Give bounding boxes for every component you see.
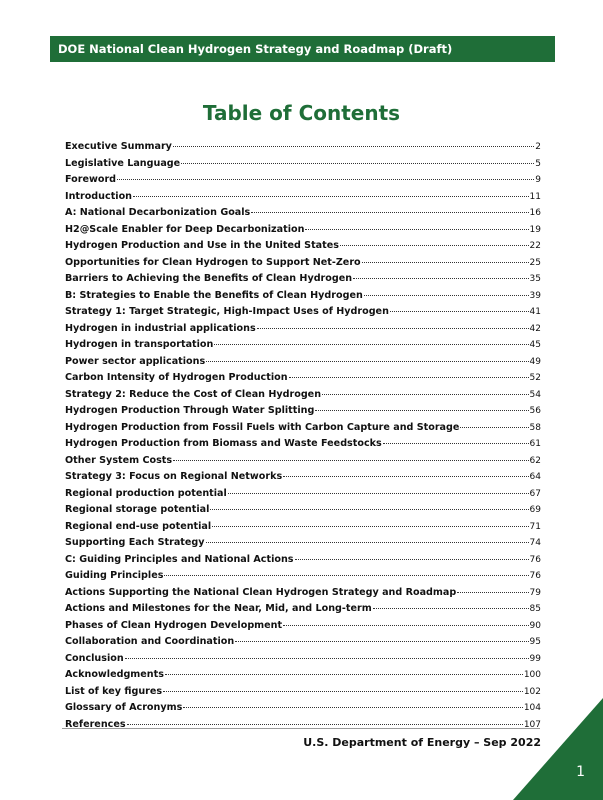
corner-triangle-graphic bbox=[513, 698, 603, 800]
toc-dot-leader bbox=[127, 724, 523, 725]
toc-dot-leader bbox=[183, 707, 523, 708]
toc-dot-leader bbox=[390, 311, 529, 312]
toc-entry-page: 64 bbox=[529, 472, 541, 482]
toc-entry[interactable] bbox=[65, 537, 541, 554]
toc-entry-page: 16 bbox=[529, 208, 541, 218]
toc-entry-page: 79 bbox=[529, 587, 541, 598]
toc-entry-label: Foreword bbox=[65, 174, 117, 185]
toc-entry[interactable] bbox=[65, 191, 541, 208]
toc-entry-label: Collaboration and Coordination bbox=[65, 636, 235, 647]
toc-entry-page: 52 bbox=[529, 373, 541, 383]
toc-entry-page: 67 bbox=[529, 488, 541, 499]
toc-entry-page: 61 bbox=[529, 439, 541, 449]
toc-dot-leader bbox=[173, 460, 528, 461]
toc-entry-label: Actions Supporting the National Clean Hydrogen Strategy and Roadmap bbox=[65, 586, 457, 598]
toc-entry-label: Strategy 3: Focus on Regional Networks bbox=[65, 471, 283, 482]
toc-entry-page: 74 bbox=[529, 538, 541, 548]
toc-dot-leader bbox=[295, 559, 529, 560]
toc-entry[interactable] bbox=[65, 686, 541, 703]
toc-dot-leader bbox=[125, 658, 529, 659]
toc-entry[interactable] bbox=[65, 224, 541, 241]
toc-entry-page: 39 bbox=[529, 290, 541, 301]
toc-entry-label: Regional storage potential bbox=[65, 504, 210, 515]
toc-entry[interactable] bbox=[65, 521, 541, 538]
toc-entry-page: 11 bbox=[529, 191, 541, 202]
toc-entry-label: Carbon Intensity of Hydrogen Production bbox=[65, 372, 288, 383]
toc-entry[interactable] bbox=[65, 504, 541, 521]
toc-entry-page: 56 bbox=[529, 406, 541, 416]
toc-entry[interactable] bbox=[65, 174, 541, 191]
toc-entry[interactable] bbox=[65, 290, 541, 307]
toc-entry[interactable] bbox=[65, 669, 541, 686]
toc-entry-page: 45 bbox=[529, 340, 541, 350]
toc-entry[interactable] bbox=[65, 372, 541, 389]
toc-entry[interactable] bbox=[65, 620, 541, 637]
toc-entry-page: 41 bbox=[529, 307, 541, 317]
toc-entry[interactable] bbox=[65, 207, 541, 224]
toc-entry-label: Hydrogen Production from Biomass and Waste Feedstocks bbox=[65, 438, 382, 449]
toc-dot-leader bbox=[133, 196, 529, 197]
toc-entry-label: Legislative Language bbox=[65, 157, 181, 169]
toc-entry-label: Hydrogen Production Through Water Splitting bbox=[65, 405, 315, 416]
toc-dot-leader bbox=[340, 245, 529, 246]
toc-entry[interactable] bbox=[65, 356, 541, 373]
toc-dot-leader bbox=[206, 542, 529, 543]
toc-entry-label: Executive Summary bbox=[65, 141, 172, 152]
toc-entry-label: Hydrogen Production from Fossil Fuels with Carbon Capture and Storage bbox=[65, 421, 460, 433]
toc-entry[interactable] bbox=[65, 257, 541, 274]
toc-entry-label: Introduction bbox=[65, 190, 132, 202]
toc-entry-label: A: National Decarbonization Goals bbox=[65, 207, 251, 218]
toc-entry-page: 102 bbox=[523, 686, 541, 697]
toc-entry-label: Barriers to Achieving the Benefits of Clean Hydrogen bbox=[65, 273, 353, 284]
toc-dot-leader bbox=[457, 592, 528, 593]
toc-entry-page: 2 bbox=[535, 142, 541, 152]
toc-dot-leader bbox=[210, 509, 528, 510]
toc-entry[interactable] bbox=[65, 455, 541, 472]
toc-entry-label: References bbox=[65, 718, 126, 730]
document-header-title: DOE National Clean Hydrogen Strategy and Roadmap (Draft) bbox=[58, 42, 453, 56]
toc-entry-label: Guiding Principles bbox=[65, 570, 164, 581]
toc-dot-leader bbox=[173, 146, 534, 147]
toc-entry-page: 100 bbox=[523, 670, 541, 680]
toc-entry-page: 5 bbox=[535, 158, 541, 169]
toc-entry[interactable] bbox=[65, 405, 541, 422]
document-header-bar bbox=[50, 36, 555, 62]
toc-entry[interactable] bbox=[65, 389, 541, 406]
toc-entry-page: 42 bbox=[529, 323, 541, 334]
toc-entry[interactable] bbox=[65, 422, 541, 439]
toc-entry-label: Regional end-use potential bbox=[65, 520, 212, 532]
toc-entry[interactable] bbox=[65, 653, 541, 670]
toc-dot-leader bbox=[251, 212, 528, 213]
toc-entry-label: Strategy 1: Target Strategic, High-Impact Uses of Hydrogen bbox=[65, 306, 389, 317]
toc-entry-page: 58 bbox=[529, 422, 541, 433]
toc-entry-page: 69 bbox=[529, 505, 541, 515]
toc-entry-page: 85 bbox=[529, 604, 541, 614]
toc-entry[interactable] bbox=[65, 702, 541, 719]
toc-dot-leader bbox=[383, 443, 529, 444]
toc-entry-page: 107 bbox=[523, 719, 541, 730]
toc-entry-label: Other System Costs bbox=[65, 454, 173, 466]
toc-entry-page: 62 bbox=[529, 455, 541, 466]
toc-dot-leader bbox=[228, 493, 529, 494]
toc-entry[interactable] bbox=[65, 306, 541, 323]
toc-entry[interactable] bbox=[65, 719, 541, 736]
toc-entry-label: Hydrogen in transportation bbox=[65, 339, 214, 350]
toc-dot-leader bbox=[164, 575, 528, 576]
toc-entry-label: Glossary of Acronyms bbox=[65, 702, 183, 713]
toc-entry[interactable] bbox=[65, 488, 541, 505]
toc-entry-label: Acknowledgments bbox=[65, 669, 164, 680]
toc-entry[interactable] bbox=[65, 141, 541, 158]
toc-entry-label: Strategy 2: Reduce the Cost of Clean Hydrogen bbox=[65, 388, 322, 400]
toc-dot-leader bbox=[460, 427, 528, 428]
toc-entry-page: 90 bbox=[529, 620, 541, 631]
toc-entry-label: List of key figures bbox=[65, 685, 163, 697]
toc-entry-page: 99 bbox=[529, 653, 541, 664]
footer-divider bbox=[62, 728, 540, 729]
toc-entry-label: Supporting Each Strategy bbox=[65, 537, 205, 548]
toc-dot-leader bbox=[283, 476, 528, 477]
toc-dot-leader bbox=[364, 295, 529, 296]
toc-entry-label: Hydrogen in industrial applications bbox=[65, 322, 256, 334]
toc-entry-label: Regional production potential bbox=[65, 487, 227, 499]
toc-dot-leader bbox=[163, 691, 523, 692]
toc-dot-leader bbox=[315, 410, 528, 411]
toc-entry-page: 71 bbox=[529, 521, 541, 532]
toc-entry-page: 95 bbox=[529, 637, 541, 647]
toc-dot-leader bbox=[289, 377, 529, 378]
toc-entry-page: 104 bbox=[523, 703, 541, 713]
page-number: 1 bbox=[576, 764, 585, 780]
toc-dot-leader bbox=[206, 361, 528, 362]
toc-entry-label: Opportunities for Clean Hydrogen to Support Net-Zero bbox=[65, 256, 361, 268]
toc-dot-leader bbox=[283, 625, 528, 626]
toc-entry-label: B: Strategies to Enable the Benefits of Clean Hydrogen bbox=[65, 289, 363, 301]
toc-entry[interactable] bbox=[65, 273, 541, 290]
toc-entry-page: 19 bbox=[529, 224, 541, 235]
toc-entry-page: 76 bbox=[529, 554, 541, 565]
footer-text: U.S. Department of Energy – Sep 2022 bbox=[303, 736, 541, 749]
toc-dot-leader bbox=[212, 526, 528, 527]
toc-entry[interactable] bbox=[65, 570, 541, 587]
toc-entry[interactable] bbox=[65, 323, 541, 340]
toc-dot-leader bbox=[322, 394, 529, 395]
toc-entry-page: 49 bbox=[529, 356, 541, 367]
toc-entry[interactable] bbox=[65, 471, 541, 488]
toc-dot-leader bbox=[165, 674, 523, 675]
toc-entry-page: 76 bbox=[529, 571, 541, 581]
toc-entry[interactable] bbox=[65, 438, 541, 455]
toc-dot-leader bbox=[362, 262, 529, 263]
toc-entry[interactable] bbox=[65, 158, 541, 175]
toc-entry-label: C: Guiding Principles and National Actions bbox=[65, 553, 294, 565]
toc-entry[interactable] bbox=[65, 339, 541, 356]
toc-entry[interactable] bbox=[65, 603, 541, 620]
toc-entry[interactable] bbox=[65, 240, 541, 257]
toc-dot-leader bbox=[257, 328, 529, 329]
toc-dot-leader bbox=[181, 163, 534, 164]
toc-entry[interactable] bbox=[65, 554, 541, 571]
toc-dot-leader bbox=[353, 278, 528, 279]
toc-entry[interactable] bbox=[65, 636, 541, 653]
toc-dot-leader bbox=[373, 608, 529, 609]
toc-entry-page: 35 bbox=[529, 274, 541, 284]
toc-entry[interactable] bbox=[65, 587, 541, 604]
toc-dot-leader bbox=[235, 641, 528, 642]
toc-entry-label: H2@Scale Enabler for Deep Decarbonization bbox=[65, 223, 305, 235]
toc-entry-page: 22 bbox=[529, 241, 541, 251]
toc-entry-page: 9 bbox=[535, 175, 541, 185]
toc-entry-label: Hydrogen Production and Use in the United States bbox=[65, 240, 339, 251]
toc-entry-label: Actions and Milestones for the Near, Mid, and Long-term bbox=[65, 603, 372, 614]
toc-dot-leader bbox=[305, 229, 528, 230]
toc-entry-label: Phases of Clean Hydrogen Development bbox=[65, 619, 283, 631]
toc-dot-leader bbox=[214, 344, 528, 345]
toc-entry-label: Power sector applications bbox=[65, 355, 206, 367]
page-title: Table of Contents bbox=[202, 101, 401, 125]
toc-entry-page: 54 bbox=[529, 389, 541, 400]
toc-entry-page: 25 bbox=[529, 257, 541, 268]
toc-dot-leader bbox=[117, 179, 534, 180]
toc-entry-label: Conclusion bbox=[65, 652, 124, 664]
toc-list bbox=[65, 141, 541, 735]
